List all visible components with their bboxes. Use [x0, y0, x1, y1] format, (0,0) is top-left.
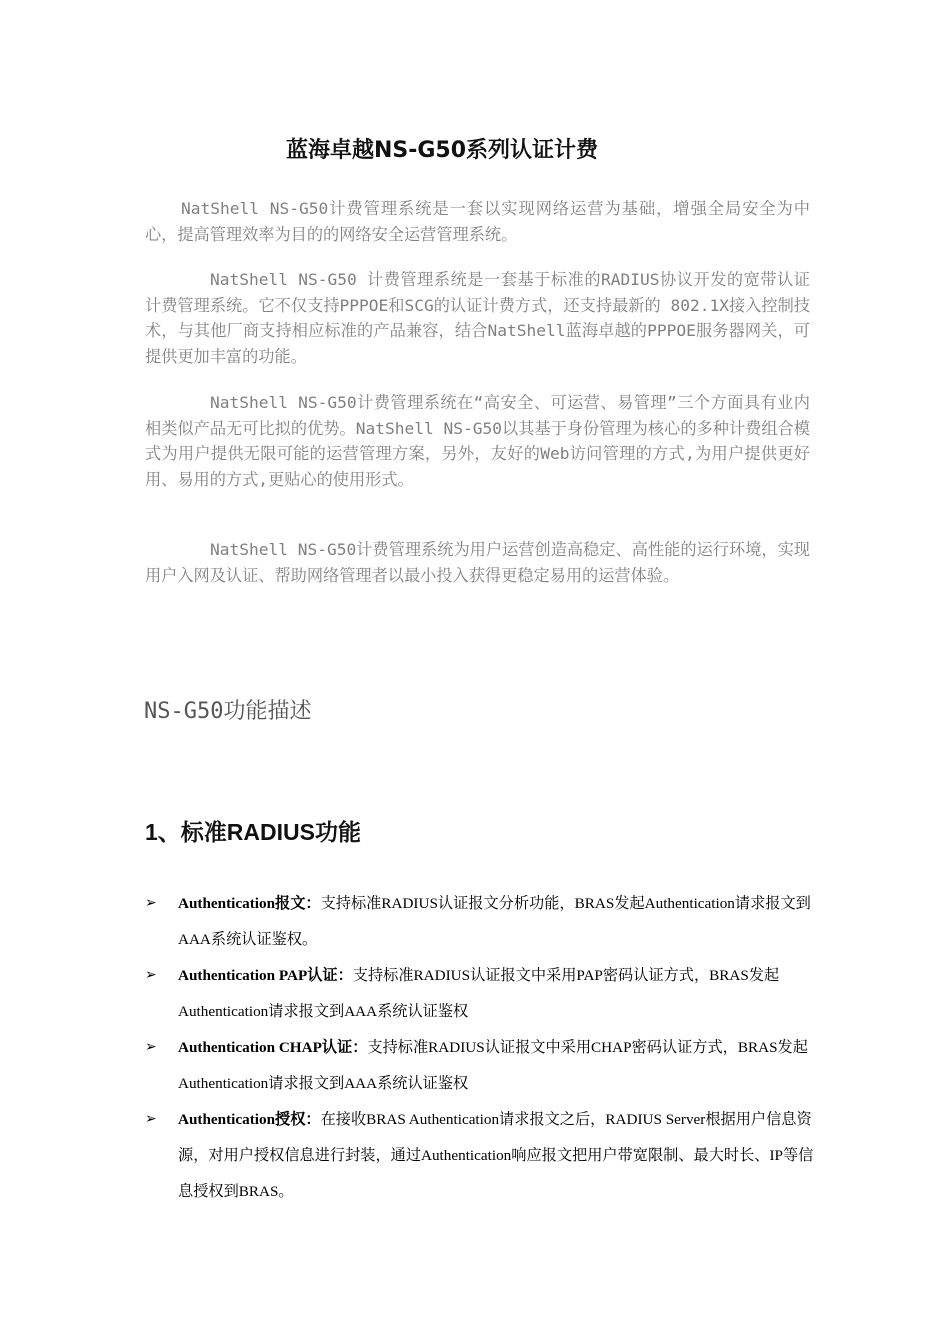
- paragraph-advantages: NatShell NS-G50计费管理系统在“高安全、可运营、易管理”三个方面具有业内相类似产品无可比拟的优势。NatShell NS-G50以其基于身份管理为核心的多种计费组合模式为用户提供无限可能的运营管理方案，另外，友好的Web访问管理的方式,为用户提供更好用、易用的方式,更贴心的使用形式。: [145, 393, 810, 489]
- section-heading: NS-G50功能描述: [144, 699, 312, 724]
- paragraph-radius-overview: NatShell NS-G50 计费管理系统是一套基于标准的RADIUS协议开发的宽带认证计费管理系统。它不仅支持PPPOE和SCG的认证计费方式，还支持最新的 802.1X接入控制技术，与其他厂商支持相应标准的产品兼容，结合NatShell蓝海卓越的PPPOE服务器网关，可提供更加丰富的功能。: [145, 270, 810, 366]
- feature-description: 支持标准RADIUS认证报文中采用CHAP密码认证方式，BRAS发起Authentication请求报文到AAA系统认证鉴权: [178, 1039, 808, 1092]
- list-item: [145, 1030, 820, 1102]
- arrow-bullet-icon: ➢: [145, 1112, 157, 1127]
- arrow-bullet-icon: ➢: [145, 1040, 157, 1055]
- paragraph-intro: NatShell NS-G50计费管理系统是一套以实现网络运营为基础，增强全局安全为中心，提高管理效率为目的的网络安全运营管理系统。: [145, 199, 810, 244]
- list-item: [145, 886, 820, 958]
- list-item: [145, 1102, 820, 1210]
- feature-description: 在接收BRAS Authentication请求报文之后，RADIUS Server根据用户信息资源，对用户授权信息进行封装，通过Authentication响应报文把用户带宽限制、最大时长、IP等信息授权到BRAS。: [178, 1111, 814, 1200]
- list-item: [145, 958, 820, 1030]
- arrow-bullet-icon: ➢: [145, 896, 157, 911]
- subsection-heading: 1、标准RADIUS功能: [145, 819, 361, 845]
- document-title: 蓝海卓越NS-G50系列认证计费: [285, 138, 599, 163]
- feature-term: Authentication PAP认证：: [178, 967, 353, 984]
- feature-description: 支持标准RADIUS认证报文分析功能，BRAS发起Authentication请求报文到AAA系统认证鉴权。: [178, 895, 811, 948]
- feature-description: 支持标准RADIUS认证报文中采用PAP密码认证方式，BRAS发起Authentication请求报文到AAA系统认证鉴权: [178, 967, 780, 1020]
- paragraph-stability: NatShell NS-G50计费管理系统为用户运营创造高稳定、高性能的运行环境，实现用户入网及认证、帮助网络管理者以最小投入获得更稳定易用的运营体验。: [145, 540, 810, 585]
- feature-term: Authentication CHAP认证：: [178, 1039, 368, 1056]
- arrow-bullet-icon: ➢: [145, 968, 157, 983]
- feature-term: Authentication授权：: [178, 1111, 321, 1128]
- feature-list: [145, 886, 820, 1210]
- feature-term: Authentication报文：: [178, 895, 321, 912]
